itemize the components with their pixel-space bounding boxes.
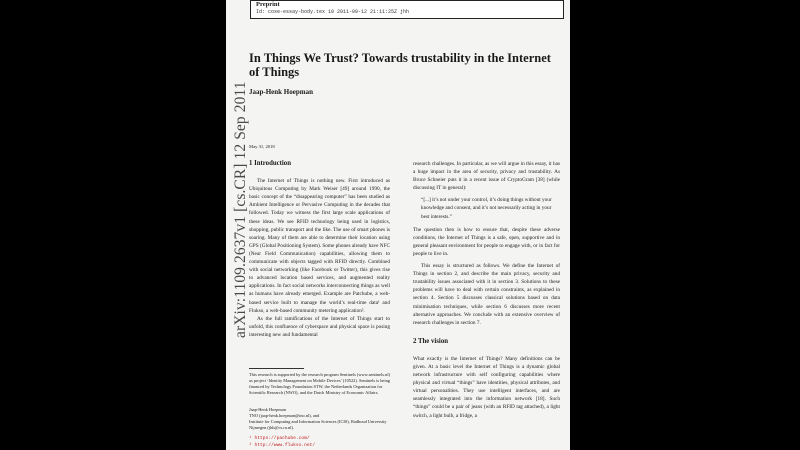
schneier-quote: “[...] it’s not under your control, it’s doing things without your knowledge and consent, and it’s not necessarily acting in your best interests.”: [421, 197, 552, 220]
arxiv-identifier-stamp: arXiv:1109.2637v1 [cs.CR] 12 Sep 2011: [232, 81, 249, 338]
paper-author: Jaap-Henk Hoepman: [249, 88, 313, 96]
footnote-1-link[interactable]: ¹ https://pachube.com/: [249, 436, 310, 441]
author-affiliation: Jaap-Henk Hoepman TNO (jaap-henk.hoepman@tno.nl), and Institute for Computing and Information Sciences (ICIS), Radboud University Nijmegen (jhh@cs.ru.nl).: [249, 407, 387, 430]
section-heading-vision: 2 The vision: [413, 337, 449, 345]
paper-title: In Things We Trust? Towards trustability in the Internet of Things: [249, 51, 551, 79]
preprint-label: Preprint: [256, 1, 280, 8]
right-column: [413, 160, 560, 420]
footnote-rule: [249, 368, 304, 369]
document-id: Id: cose-essay-body.tex 10 2011-09-12 21:11:25Z jhh: [256, 9, 410, 15]
preprint-header-box: [250, 0, 564, 19]
right-paragraph-1: research challenges. In particular, as we will argue in this essay, it has a huge impact in the area of security, privacy and trustability. As Bruce Schneier puts it in a recent issue of CryptoGram [38] (while discussing IT in general):: [413, 161, 560, 192]
intro-paragraph-1: The Internet of Things is nothing new. First introduced as Ubiquitous Computing by Mark Weiser [49] around 1990, the basic concept of the “disappearing computer” has been studied as Ambient Intelligence or Pervasive Computing in the decades that followed. Today we witness the first large scale applications of these ideas. We see RFID technology being used in logistics, shopping, public transport and the like. The use of smart phones is soaring. Many of them are able to determine their location using GPS (Global Positioning System). Some phones already have NFC (Near Field Communication) capabilities, allowing them to communicate with objects tagged with RFID directly. Combined with social networking (like Facebook or Twitter), this gives rise to advanced location based services, and augmented reality applications. In fact social networks interconnecting things as well as humans have already emerged. Example are Patchube, a web-based service built to manage the world’s real-time data¹ and Flukso, a web-based community metering application².: [249, 178, 391, 314]
vision-paragraph: What exactly is the Internet of Things? Many definitions can be given. At a basic level the Internet of Things is a dynamic global network infrastructure with self configuring capabilities where physical and virtual “things” have identities, physical attributes, and virtual personalities. They use intelligent interfaces, and are seamlessly integrated into the information network [18]. Such “things” could be a pair of jeans (with an RFID tag attached), a light switch, a light bulb, a fridge, a: [413, 355, 560, 419]
section-heading-introduction: 1 Introduction: [249, 160, 291, 167]
left-column: [249, 160, 390, 339]
right-paragraph-3: This essay is structured as follows. We define the Internet of Things in section 2, and describe the main privacy, security and trustability issues associated with it in section 3. Solutions to these problems will have to deal with certain constraints, as explained in section 4. Section 5 discusses classical solutions based on data minimisation techniques, while section 6 discusses more recent alternative approaches. We conclude with an extensive overview of research challenges in section 7.: [413, 263, 560, 326]
paper-date: May 31, 2018: [249, 144, 275, 149]
right-paragraph-2: The question then is how to ensure that, despite these adverse conditions, the Internet of Things is a safe, open, supportive and in general pleasant environment for people to engage with, or in fact for people to live in.: [413, 226, 560, 257]
paper-page: [226, 0, 570, 450]
intro-paragraph-2: As the full ramifications of the Internet of Things start to unfold, this confluence of cyberspace and physical space is posing interesting new and fundamental: [249, 315, 390, 338]
footnote-support: This research is supported by the research program Sentinels (www.sentinels.nl) as project ‘Identity Management on Mobile Devices’ (10522). Sentinels is being financed by Technology Foundation STW, the Netherlands Organization for Scientific Research (NWO), and the Dutch Ministry of Economic Affairs.: [249, 372, 391, 395]
footnote-2-link[interactable]: ² http://www.flukso.net/: [249, 443, 316, 448]
